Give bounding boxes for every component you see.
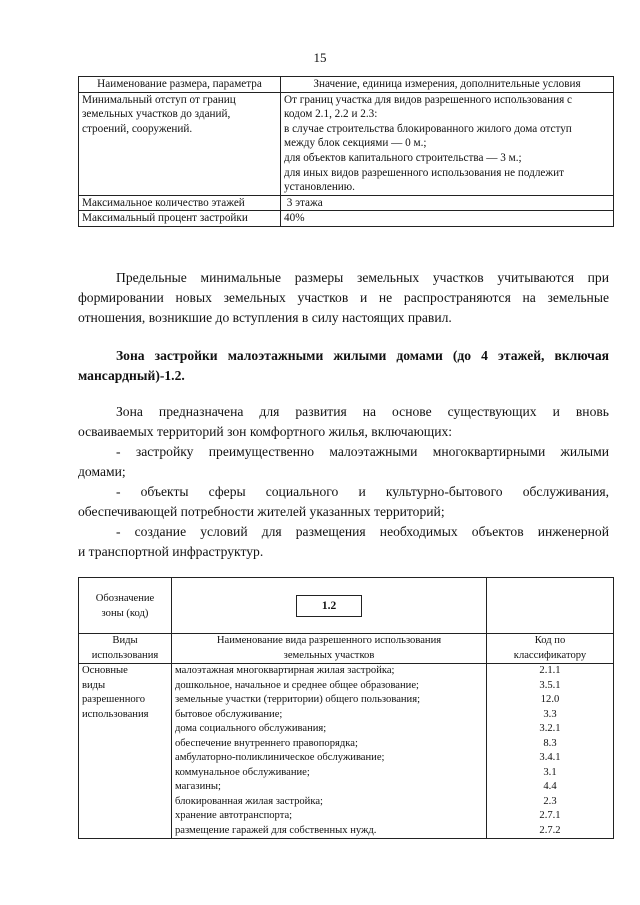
header-kinds	[79, 634, 172, 664]
value-line: От границ участка для видов разрешенного использования с	[284, 93, 572, 106]
list-item: земельные участки (территории) общего пользования;	[175, 694, 421, 705]
use-names-list	[172, 664, 487, 839]
classifier-code: 3.3	[543, 708, 557, 720]
paragraph-plot-sizes	[78, 268, 609, 328]
text-line: Предельные минимальные размеры земельных участков учитываются при	[116, 270, 609, 285]
zone-code-row	[79, 578, 614, 634]
list-item: дошкольное, начальное и среднее общее образование;	[175, 679, 419, 691]
zone-label-line: зоны (код)	[101, 607, 149, 619]
permitted-uses-header	[79, 634, 614, 664]
parameters-table-header	[79, 77, 614, 93]
use-codes-list	[487, 664, 614, 839]
paragraph-zone-purpose	[78, 402, 609, 562]
header-use-name-line: земельных участков	[283, 649, 375, 661]
list-item: магазины;	[175, 781, 221, 792]
main-uses-row	[79, 664, 614, 839]
value-line: установлению.	[284, 181, 355, 194]
header-use-name-line: Наименование вида разрешенного использования	[216, 635, 442, 646]
list-item: амбулаторно-поликлиническое обслуживание;	[175, 752, 385, 763]
header-code	[487, 634, 614, 664]
group-label-line: разрешенного	[82, 694, 146, 705]
value-min-offset	[281, 92, 614, 195]
classifier-code: 2.1.1	[539, 665, 561, 676]
param-line: строений, сооружений.	[82, 122, 193, 135]
classifier-code: 12.0	[540, 694, 560, 705]
value-max-coverage: 40%	[281, 211, 614, 227]
text-line: - объекты сферы социального и культурно-бытового обслуживания,	[116, 484, 609, 499]
permitted-uses-table	[78, 577, 614, 839]
classifier-code: 2.7.1	[539, 810, 561, 821]
list-item: размещение гаражей для собственных нужд.	[175, 824, 377, 836]
text-line: формировании новых земельных участков и не распространяются на земельные	[78, 290, 609, 305]
group-label-line: Основные	[82, 665, 128, 676]
text-line: Зона предназначена для развития на основе существующих и вновь	[116, 404, 609, 419]
header-parameter: Наименование размера, параметра	[79, 77, 281, 93]
heading-line: мансардный)-1.2.	[78, 368, 185, 383]
group-label-line: использования	[82, 708, 149, 720]
value-max-floors: 3 этажа	[281, 195, 614, 211]
text-line: домами;	[78, 464, 126, 479]
list-item: обеспечение внутреннего правопорядка;	[175, 737, 358, 749]
classifier-code: 3.2.1	[539, 723, 561, 734]
param-line: земельных участков до зданий,	[82, 108, 231, 121]
classifier-code: 2.3	[543, 795, 557, 807]
list-item: коммунальное обслуживание;	[175, 766, 310, 778]
value-line: между блок секциями — 0 м.;	[284, 137, 427, 150]
header-use-name	[172, 634, 487, 664]
value-line: для иных видов разрешенного использования не подлежит	[284, 166, 565, 179]
value-line: в случае строительства блокированного жилого дома отступ	[284, 122, 572, 135]
list-item: блокированная жилая застройка;	[175, 795, 323, 807]
classifier-code: 3.4.1	[539, 752, 561, 763]
header-kinds-line: Виды	[112, 635, 138, 646]
table-row	[79, 92, 614, 195]
zone-code-empty	[487, 578, 614, 634]
text-line: обеспечивающей потребности жителей указанных территорий;	[78, 504, 445, 519]
table-row	[79, 195, 614, 211]
param-line: Минимальный отступ от границ	[82, 93, 236, 106]
text-line: - создание условий для размещения необходимых объектов инженерной	[116, 524, 609, 539]
param-max-coverage: Максимальный процент застройки	[79, 211, 281, 227]
main-uses-label	[79, 664, 172, 839]
zone-label-line: Обозначение	[95, 593, 155, 604]
list-item: малоэтажная многоквартирная жилая застройка;	[175, 665, 395, 676]
classifier-code: 4.4	[543, 781, 557, 792]
zone-code-cell	[172, 578, 487, 634]
header-value: Значение, единица измерения, дополнительные условия	[281, 77, 614, 93]
text-line: осваиваемых территорий зон комфортного жилья, включающих:	[78, 424, 453, 439]
heading-line: Зона застройки малоэтажными жилыми домами (до 4 этажей, включая	[116, 348, 609, 363]
classifier-code: 3.1	[543, 766, 557, 778]
classifier-code: 8.3	[543, 737, 557, 749]
list-item: бытовое обслуживание;	[175, 708, 283, 720]
value-line: кодом 2.1, 2.2 и 2.3:	[284, 108, 378, 121]
zone-label	[79, 578, 172, 634]
zone-code: 1.2	[296, 595, 362, 617]
list-item: дома социального обслуживания;	[175, 723, 327, 734]
text-line: - застройку преимущественно малоэтажными многоквартирными жилыми	[116, 444, 609, 459]
table-row	[79, 211, 614, 227]
text-line: отношения, возникшие до вступления в силу настоящих правил.	[78, 310, 452, 325]
classifier-code: 3.5.1	[539, 679, 561, 691]
param-max-floors: Максимальное количество этажей	[79, 195, 281, 211]
zone-heading	[78, 346, 609, 386]
group-label-line: виды	[82, 679, 106, 691]
page-number: 15	[313, 50, 327, 65]
list-item: хранение автотранспорта;	[175, 810, 293, 821]
header-code-line: Код по	[534, 635, 566, 646]
parameters-table	[78, 76, 614, 227]
header-code-line: классификатору	[513, 649, 587, 661]
classifier-code: 2.7.2	[539, 824, 561, 836]
header-kinds-line: использования	[91, 649, 159, 661]
text-line: и транспортной инфраструктур.	[78, 544, 264, 559]
value-line: для объектов капитального строительства — 3 м.;	[284, 151, 522, 164]
param-min-offset	[79, 92, 281, 195]
